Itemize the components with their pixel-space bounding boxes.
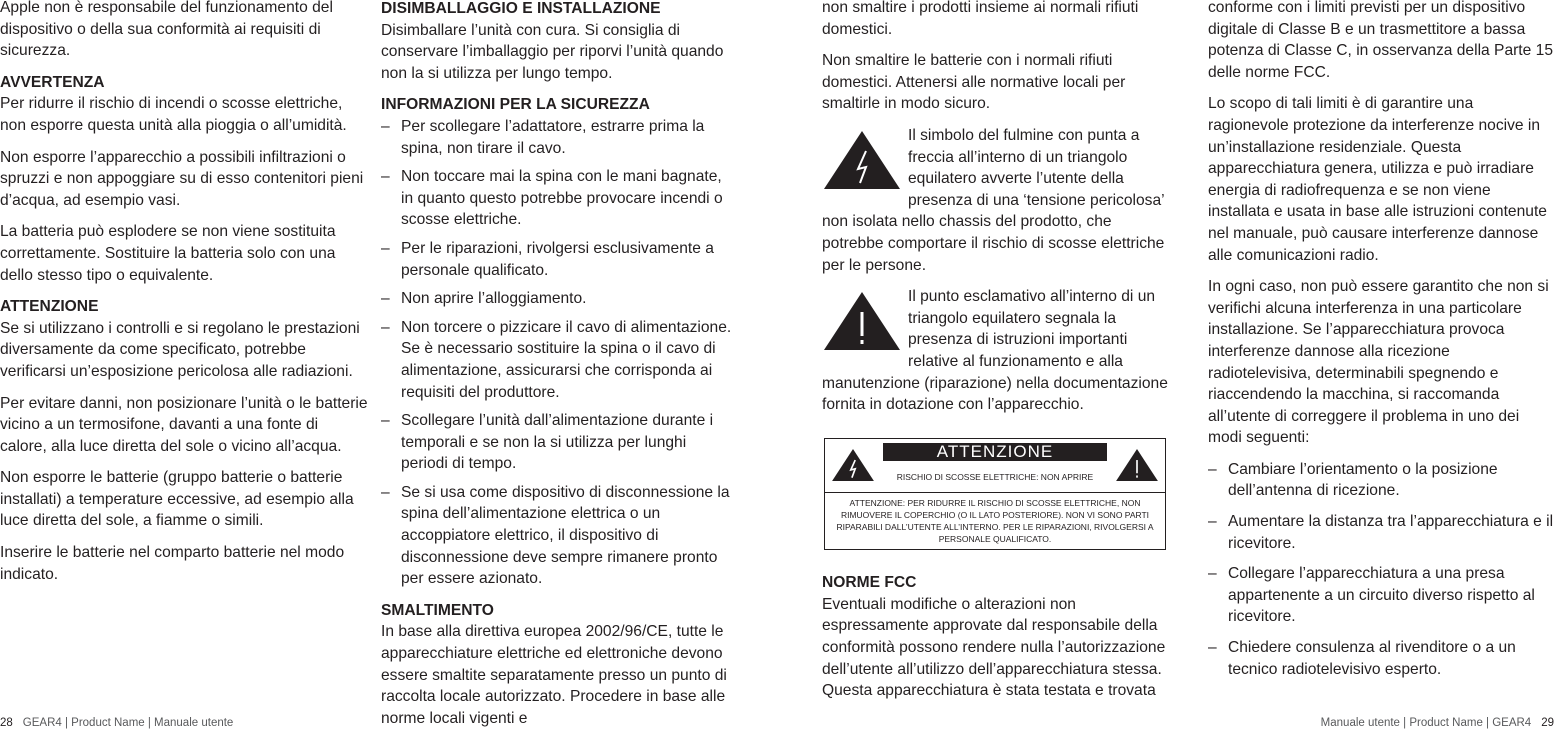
exclamation-symbol-text: Il punto esclamativo all’interno di un triangolo equilatero segnala la presenza di istruzioni importanti relative al funzionamento e alla manutenzione (riparazione) nella documentazione fornita in dotazione con l’apparecchio. xyxy=(822,288,1168,414)
list-item: – Aumentare la distanza tra l’apparecchiatura e il ricevitore. xyxy=(1208,511,1554,554)
warning-title: ATTENZIONE xyxy=(883,443,1107,461)
list-item: – Se si usa come dispositivo di disconnessione la spina dell’alimentazione elettrica o un accoppiatore elettrico, il dispositivo di disconnessione deve sempre rimanere pronto per essere azionato. xyxy=(381,482,737,590)
paragraph: non smaltire i prodotti insieme ai normali rifiuti domestici. xyxy=(822,0,1139,38)
list-item: – Collegare l’apparecchiatura a una presa appartenente a un circuito diverso rispetto al ricevitore. xyxy=(1208,563,1554,628)
lightning-triangle-icon xyxy=(822,129,902,191)
page-number: 29 xyxy=(1541,717,1554,729)
heading-sicurezza: INFORMAZIONI PER LA SICUREZZA xyxy=(381,96,650,114)
heading-attenzione: ATTENZIONE xyxy=(0,298,99,316)
paragraph: Lo scopo di tali limiti è di garantire una ragionevole protezione da interferenze nocive in un’installazione residenziale. Questa apparecchiatura genera, utilizza e può irradiare energia di radiofrequenza e se non viene installata e usata in base alle istruzioni contenute nel manuale, può causare interferenze dannose alle comunicazioni radio. xyxy=(1208,95,1547,264)
footer-left xyxy=(0,717,233,729)
paragraph: Per ridurre il rischio di incendi o scosse elettriche, non esporre questa unità alla pioggia o all’umidità. xyxy=(0,95,347,134)
list-item: – Non toccare mai la spina con le mani bagnate, in quanto questo potrebbe provocare incendi o scosse elettriche. xyxy=(381,166,737,231)
lightning-triangle-icon xyxy=(831,447,875,483)
paragraph xyxy=(822,125,1174,276)
list-item: – Chiedere consulenza al rivenditore o a un tecnico radiotelevisivo esperto. xyxy=(1208,637,1554,680)
lightning-symbol-text: Il simbolo del fulmine con punta a freccia all’interno di un triangolo equilatero avverte l’utente della presenza di una ‘tensione pericolosa’ non isolata nello chassis del prodotto, che potrebbe comportare il rischio di scosse elettriche per le persone. xyxy=(822,126,1165,274)
paragraph: Non esporre le batterie (gruppo batterie o batterie installati) a temperature eccessive, ad esempio alla luce diretta del sole, a fiamme o simili. xyxy=(0,469,354,530)
paragraph: In base alla direttiva europea 2002/96/CE, tutte le apparecchiature elettriche ed elettroniche devono essere smaltite separatamente presso un punto di raccolta locale autorizzato. Procedere in base alle norme locali vigenti e xyxy=(381,623,727,727)
paragraph: Eventuali modifiche o alterazioni non espressamente approvate dal responsabile della conformità possono rendere nulla l’autorizzazione dell’utente all’utilizzo dell’apparecchiatura stessa. Questa apparecchiatura è stata testata e trovata xyxy=(822,595,1166,700)
exclamation-triangle-icon xyxy=(1115,447,1159,483)
page-number: 28 xyxy=(0,717,13,729)
paragraph: Per evitare danni, non posizionare l’unità o le batterie vicino a un termosifone, davanti a una fonte di calore, alla luce diretta del sole o vicino all’acqua. xyxy=(0,394,368,455)
exclamation-triangle-icon xyxy=(822,290,902,352)
warning-subtitle: RISCHIO DI SCOSSE ELETTRICHE: NON APRIRE xyxy=(896,471,1094,482)
heading-avvertenza: AVVERTENZA xyxy=(0,73,105,91)
footer-text: GEAR4 | Product Name | Manuale utente xyxy=(22,717,234,729)
fcc-list xyxy=(1208,459,1554,680)
safety-list xyxy=(381,116,737,590)
paragraph: conforme con i limiti previsti per un dispositivo digitale di Classe B e un trasmettitore a bassa potenza di Classe C, in osservanza della Parte 15 delle norme FCC. xyxy=(1208,0,1553,81)
paragraph: Non smaltire le batterie con i normali rifiuti domestici. Attenersi alle normative locali per smaltirle in modo sicuro. xyxy=(822,52,1126,113)
column-4 xyxy=(1208,0,1554,690)
footer-right xyxy=(1321,717,1554,729)
column-1 xyxy=(0,0,368,595)
column-3 xyxy=(822,0,1174,712)
paragraph: Disimballare l’unità con cura. Si consiglia di conservare l’imballaggio per riporvi l’unità quando non la si utilizza per lungo tempo. xyxy=(381,21,724,82)
list-item: – Non aprire l’alloggiamento. xyxy=(381,288,737,310)
paragraph: In ogni caso, non può essere garantito che non si verifichi alcuna interferenza in una particolare installazione. Se l’apparecchiatura provoca interferenze dannose alla ricezione radiotelevisiva, determinabili spegnendo e riaccendendo la macchina, si raccomanda all’utente di correggere il problema in uno dei modi seguenti: xyxy=(1208,278,1549,447)
list-item: – Per scollegare l’adattatore, estrarre prima la spina, non tirare il cavo. xyxy=(381,116,737,159)
paragraph: Apple non è responsabile del funzionamento del dispositivo o della sua conformità ai requisiti di sicurezza. xyxy=(0,0,333,60)
list-item: – Cambiare l’orientamento o la posizione dell’antenna di ricezione. xyxy=(1208,459,1554,502)
column-2 xyxy=(381,0,737,739)
warning-body: ATTENZIONE: PER RIDURRE IL RISCHIO DI SCOSSE ELETTRICHE, NON RIMUOVERE IL COPERCHIO (O IL LATO POSTERIORE). NON VI SONO PARTI RIPARABILI DALL’UTENTE ALL’INTERNO. PER LE RIPARAZIONI, RIVOLGERSI A PERSONALE QUALIFICATO. xyxy=(836,498,1154,545)
paragraph: Inserire le batterie nel comparto batterie nel modo indicato. xyxy=(0,544,345,583)
paragraph: La batteria può esplodere se non viene sostituita correttamente. Sostituire la batteria solo con una dello stesso tipo o equivalente. xyxy=(0,223,336,284)
paragraph: Se si utilizzano i controlli e si regolano le prestazioni diversamente da come specificato, potrebbe verificarsi un’esposizione pericolosa alle radiazioni. xyxy=(0,319,360,380)
footer-text: Manuale utente | Product Name | GEAR4 xyxy=(1320,717,1532,729)
paragraph xyxy=(822,286,1174,416)
paragraph: Non esporre l’apparecchio a possibili infiltrazioni o spruzzi e non appoggiare su di esso contenitori pieni d’acqua, ad esempio vasi. xyxy=(0,148,364,209)
warning-label xyxy=(824,438,1166,551)
list-item: – Per le riparazioni, rivolgersi esclusivamente a personale qualificato. xyxy=(381,238,737,281)
heading-smaltimento: SMALTIMENTO xyxy=(381,601,494,619)
heading-fcc: NORME FCC xyxy=(822,574,917,592)
list-item: – Scollegare l’unità dall’alimentazione durante i temporali e se non la si utilizza per lunghi periodi di tempo. xyxy=(381,410,737,475)
heading-disimballaggio: DISIMBALLAGGIO E INSTALLAZIONE xyxy=(381,0,661,17)
list-item: – Non torcere o pizzicare il cavo di alimentazione. Se è necessario sostituire la spina o il cavo di alimentazione, assicurarsi che corrisponda ai requisiti del produttore. xyxy=(381,317,737,403)
